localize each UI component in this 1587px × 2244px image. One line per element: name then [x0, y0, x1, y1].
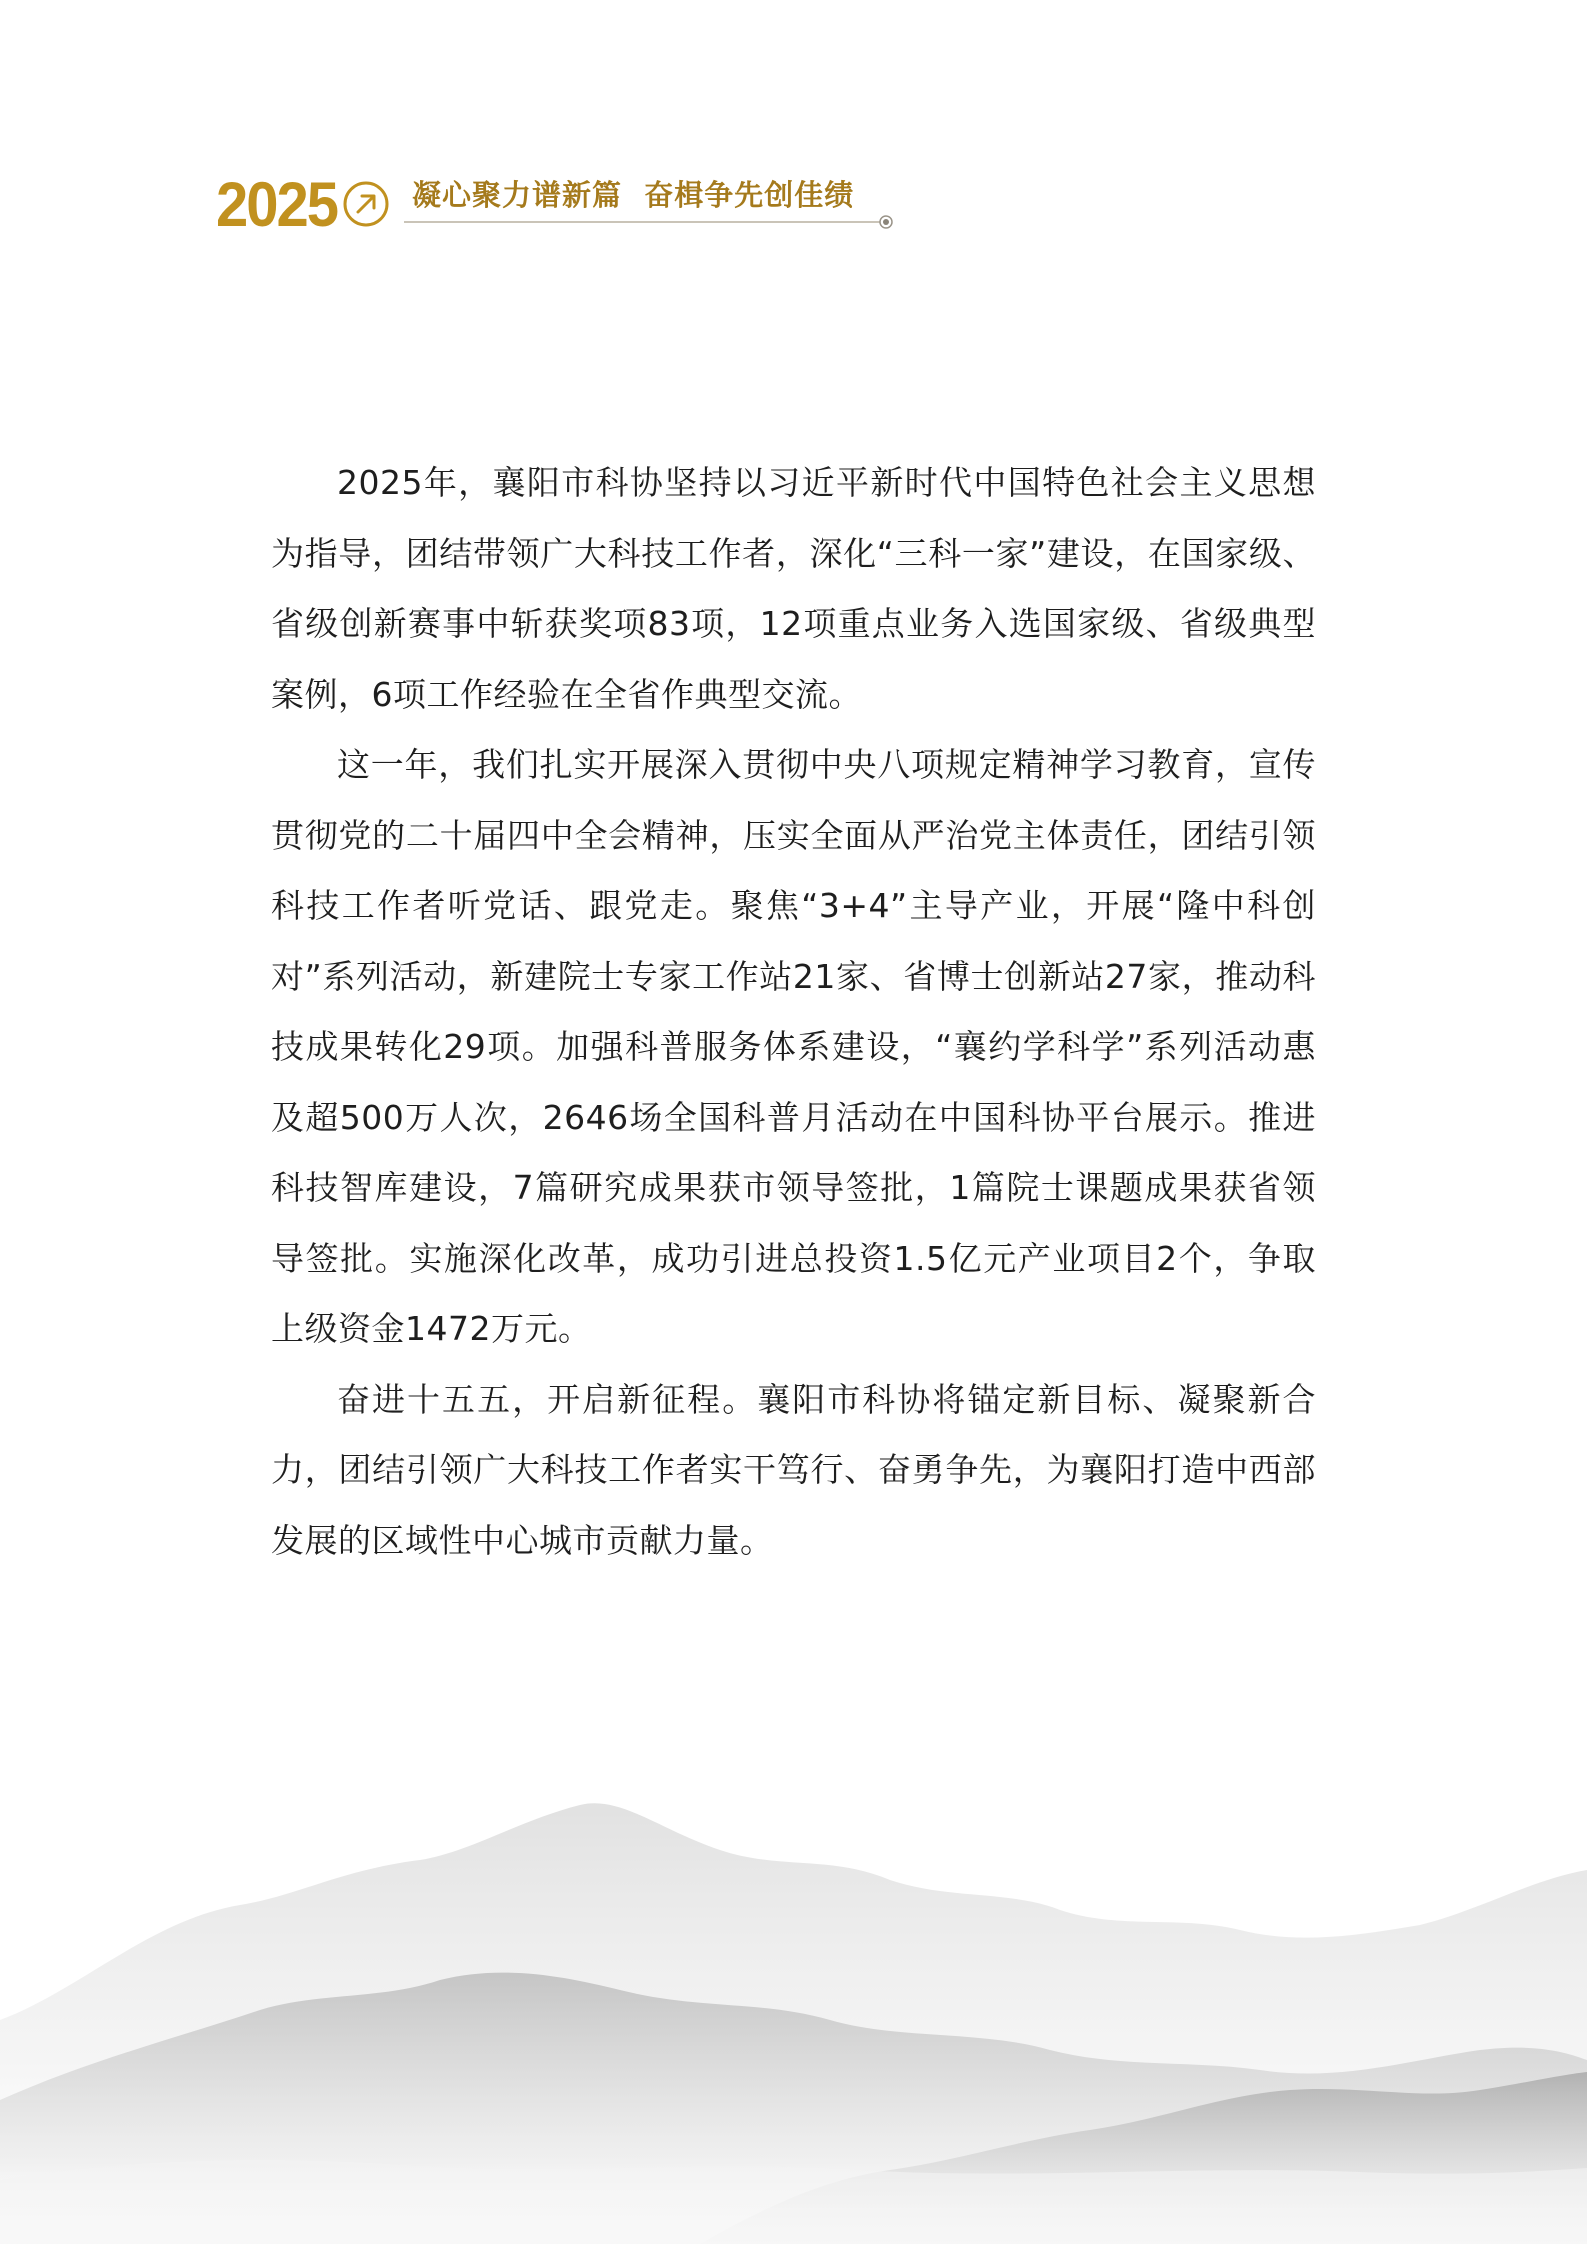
page-header	[216, 168, 916, 238]
header-year: 2025	[216, 169, 338, 240]
body-text	[271, 448, 1316, 1576]
paragraph-3: 奋进十五五，开启新征程。襄阳市科协将锚定新目标、凝聚新合力，团结引领广大科技工作者实干笃行、奋勇争先，为襄阳打造中西部发展的区域性中心城市贡献力量。	[271, 1379, 1316, 1560]
ink-mountain-background	[0, 1760, 1587, 2244]
slogan-underline	[404, 212, 896, 232]
paragraph-2: 这一年，我们扎实开展深入贯彻中央八项规定精神学习教育，宣传贯彻党的二十届四中全会精神，压实全面从严治党主体责任，团结引领科技工作者听党话、跟党走。聚焦“3+4”主导产业，开展“隆中科创对”系列活动，新建院士专家工作站21家、省博士创新站27家，推动科技成果转化29项。加强科普服务体系建设，“襄约学科学”系列活动惠及超500万人次，2646场全国科普月活动在中国科协平台展示。推进科技智库建设，7篇研究成果获市领导签批，1篇院士课题成果获省领导签批。实施深化改革，成功引进总投资1.5亿元产业项目2个，争取上级资金1472万元。	[271, 745, 1316, 1348]
header-slogan: 凝心聚力谱新篇 奋楫争先创佳绩	[412, 178, 855, 212]
paragraph-1: 2025年，襄阳市科协坚持以习近平新时代中国特色社会主义思想为指导，团结带领广大科技工作者，深化“三科一家”建设，在国家级、省级创新赛事中斩获奖项83项，12项重点业务入选国家级、省级典型案例，6项工作经验在全省作典型交流。	[271, 463, 1316, 714]
arrow-up-right-circle-icon	[342, 180, 390, 228]
